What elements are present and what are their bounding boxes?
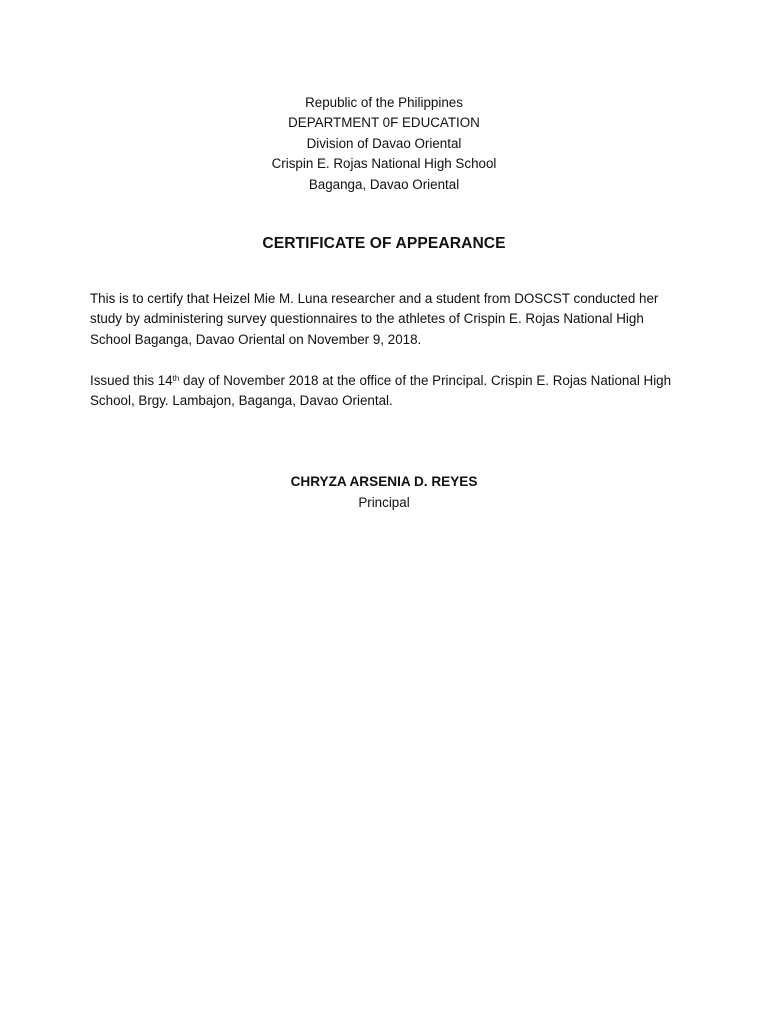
letterhead-country: Republic of the Philippines bbox=[305, 95, 463, 110]
signatory-name: CHRYZA ARSENIA D. REYES bbox=[290, 474, 478, 489]
certification-paragraph: This is to certify that Heizel Mie M. Luna researcher and a student from DOSCST conducted her study by administering survey questionnaires to the athletes of Crispin E. Rojas National High School Baganga, Davao Oriental on November 9, 2018. bbox=[90, 291, 659, 347]
issuance-text-end: day of November 2018 at the office of the Principal. Crispin E. Rojas National High School, Brgy. Lambajon, Baganga, Davao Oriental. bbox=[90, 373, 672, 409]
signatory-position: Principal bbox=[358, 495, 410, 510]
signatory-block bbox=[0, 472, 768, 514]
issuance-paragraph bbox=[90, 371, 680, 412]
letterhead-address: Baganga, Davao Oriental bbox=[308, 176, 460, 192]
letterhead-department: DEPARTMENT 0F EDUCATION bbox=[288, 115, 480, 131]
ordinal-suffix: th bbox=[172, 374, 180, 383]
letterhead bbox=[0, 93, 768, 195]
letterhead-school: Crispin E. Rojas National High School bbox=[271, 156, 497, 172]
letterhead-division: Division of Davao Oriental bbox=[306, 135, 462, 151]
issuance-text-start: Issued this 14 bbox=[90, 373, 173, 388]
certificate-title: CERTIFICATE OF APPEARANCE bbox=[262, 235, 506, 252]
